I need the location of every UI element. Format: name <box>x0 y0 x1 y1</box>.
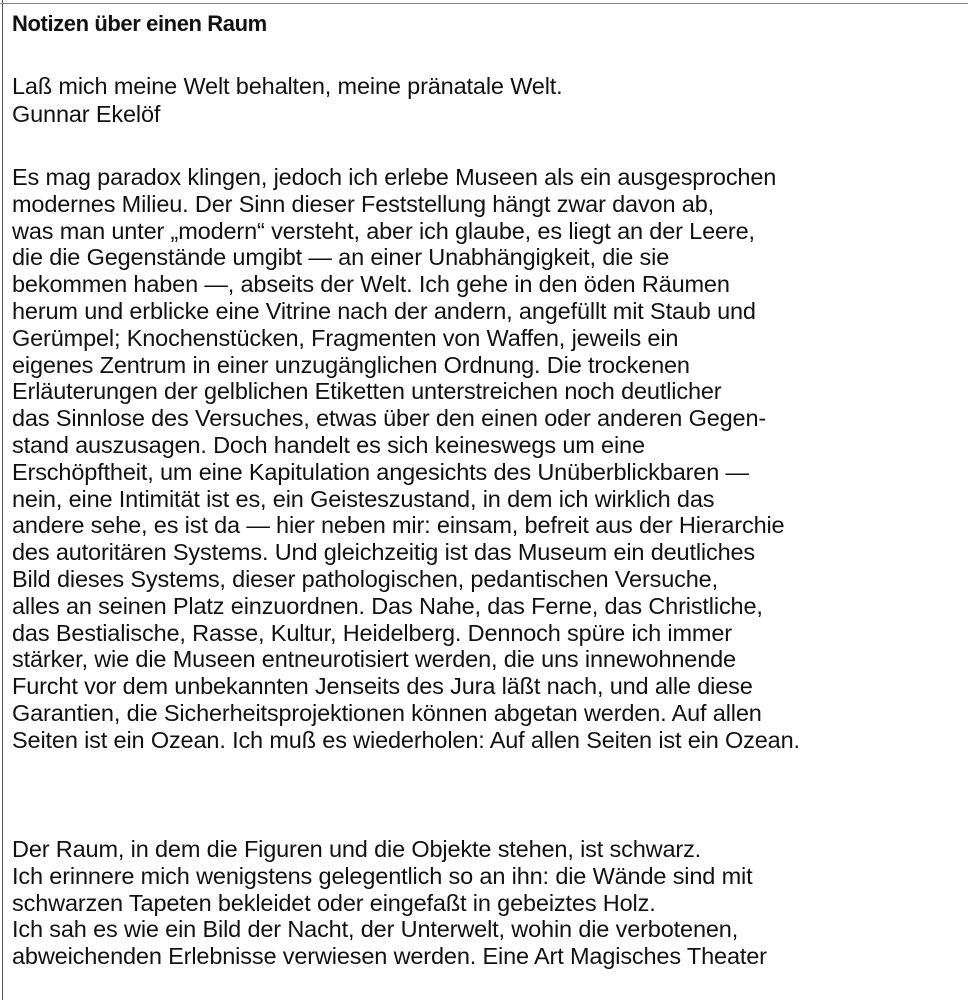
text-line: Erläuterungen der gelblichen Etiketten unterstreichen noch deutlicher <box>12 378 722 405</box>
paragraph-2 <box>12 836 962 970</box>
text-line: Gerümpel; Knochenstücken, Fragmenten von Waffen, jeweils ein <box>12 324 679 351</box>
text-line: eigenes Zentrum in einer unzugänglichen Ordnung. Die trockenen <box>12 351 690 378</box>
text-line: Seiten ist ein Ozean. Ich muß es wiederholen: Auf allen Seiten ist ein Ozean. <box>12 726 800 753</box>
epigraph-author: Gunnar Ekelöf <box>12 101 161 127</box>
text-line: alles an seinen Platz einzuordnen. Das Nahe, das Ferne, das Christliche, <box>12 592 763 619</box>
text-line: abweichenden Erlebnisse verwiesen werden. Eine Art Magisches Theater <box>12 943 767 970</box>
text-line: herum und erblicke eine Vitrine nach der andern, angefüllt mit Staub und <box>12 297 756 324</box>
text-line: Furcht vor dem unbekannten Jenseits des Jura läßt nach, und alle diese <box>12 673 753 700</box>
text-line: Es mag paradox klingen, jedoch ich erlebe Museen als ein ausgesprochen <box>12 164 777 190</box>
text-line: stand auszusagen. Doch handelt es sich keineswegs um eine <box>12 431 645 458</box>
page-top-line <box>0 3 968 4</box>
page-title: Notizen über einen Raum <box>12 11 267 36</box>
paragraph-1 <box>12 164 962 754</box>
text-line: die die Gegenstände umgibt — an einer Unabhängigkeit, die sie <box>12 244 670 271</box>
text-line: das Sinnlose des Versuches, etwas über den einen oder anderen Gegen- <box>12 405 767 432</box>
text-line: Ich erinnere mich wenigstens gelegentlich so an ihn: die Wände sind mit <box>12 862 753 889</box>
page-edge-line <box>2 0 3 1000</box>
text-line: schwarzen Tapeten bekleidet oder eingefaßt in gebeiztes Holz. <box>12 889 656 916</box>
text-line: Der Raum, in dem die Figuren und die Objekte stehen, ist schwarz. <box>12 836 702 862</box>
text-line: bekommen haben —, abseits der Welt. Ich gehe in den öden Räumen <box>12 271 730 298</box>
text-line: stärker, wie die Museen entneurotisiert werden, die uns innewohnende <box>12 646 736 673</box>
text-line: andere sehe, es ist da — hier neben mir: einsam, befreit aus der Hierarchie <box>12 512 785 539</box>
text-line: was man unter „modern“ versteht, aber ich glaube, es liegt an der Leere, <box>12 217 755 244</box>
epigraph <box>12 72 962 128</box>
text-line: das Bestialische, Rasse, Kultur, Heidelberg. Dennoch spüre ich immer <box>12 619 732 646</box>
text-line: des autoritären Systems. Und gleichzeitig ist das Museum ein deutliches <box>12 539 756 566</box>
text-line: modernes Milieu. Der Sinn dieser Feststellung hängt zwar davon ab, <box>12 190 714 217</box>
text-line: Erschöpftheit, um eine Kapitulation angesichts des Unüberblickbaren — <box>12 458 749 485</box>
epigraph-quote: Laß mich meine Welt behalten, meine pränatale Welt. <box>12 73 563 99</box>
text-line: Ich sah es wie ein Bild der Nacht, der Unterwelt, wohin die verbotenen, <box>12 916 739 943</box>
text-line: Garantien, die Sicherheitsprojektionen können abgetan werden. Auf allen <box>12 699 762 726</box>
text-line: Bild dieses Systems, dieser pathologischen, pedantischen Versuche, <box>12 565 718 592</box>
text-line: nein, eine Intimität ist es, ein Geisteszustand, in dem ich wirklich das <box>12 485 715 512</box>
